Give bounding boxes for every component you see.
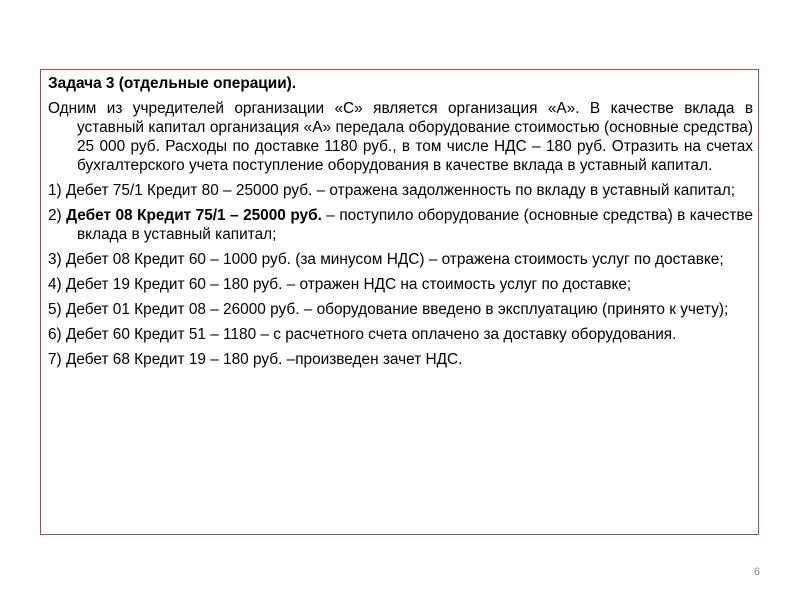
task-title: Задача 3 (отдельные операции). [48,75,297,92]
task-intro: Одним из учредителей организации «С» является организация «А». В качестве вклада в уставный капитал организация «А» передала оборудование стоимостью (основные средства) 25 000 руб. Расходы по доставке 1180 руб., в том числе НДС – 180 руб. Отразить на счетах бухгалтерского учета поступление оборудования в качестве вклада в уставный капитал. [48,100,753,174]
entry-2-bold: Дебет 08 Кредит 75/1 – 25000 руб. [66,207,322,224]
entry-7: 7) Дебет 68 Кредит 19 – 180 руб. –произведен зачет НДС. [48,351,463,368]
task-text-box [40,69,759,535]
entry-2-prefix: 2) [48,207,67,224]
entry-3: 3) Дебет 08 Кредит 60 – 1000 руб. (за минусом НДС) – отражена стоимость услуг по доставке; [48,251,724,268]
entry-2-rest: – поступило оборудование (основные средства) в качестве вклада в уставный капитал; [77,207,753,243]
entry-6: 6) Дебет 60 Кредит 51 – 1180 – с расчетного счета оплачено за доставку оборудования. [48,326,677,343]
entry-4: 4) Дебет 19 Кредит 60 – 180 руб. – отражен НДС на стоимость услуг по доставке; [48,276,632,293]
entry-2 [48,206,753,244]
page-number: 6 [753,566,760,578]
entry-5: 5) Дебет 01 Кредит 08 – 26000 руб. – оборудование введено в эксплуатацию (принято к учету); [48,301,729,318]
entry-1: 1) Дебет 75/1 Кредит 80 – 25000 руб. – отражена задолженность по вкладу в уставный капитал; [48,182,735,199]
